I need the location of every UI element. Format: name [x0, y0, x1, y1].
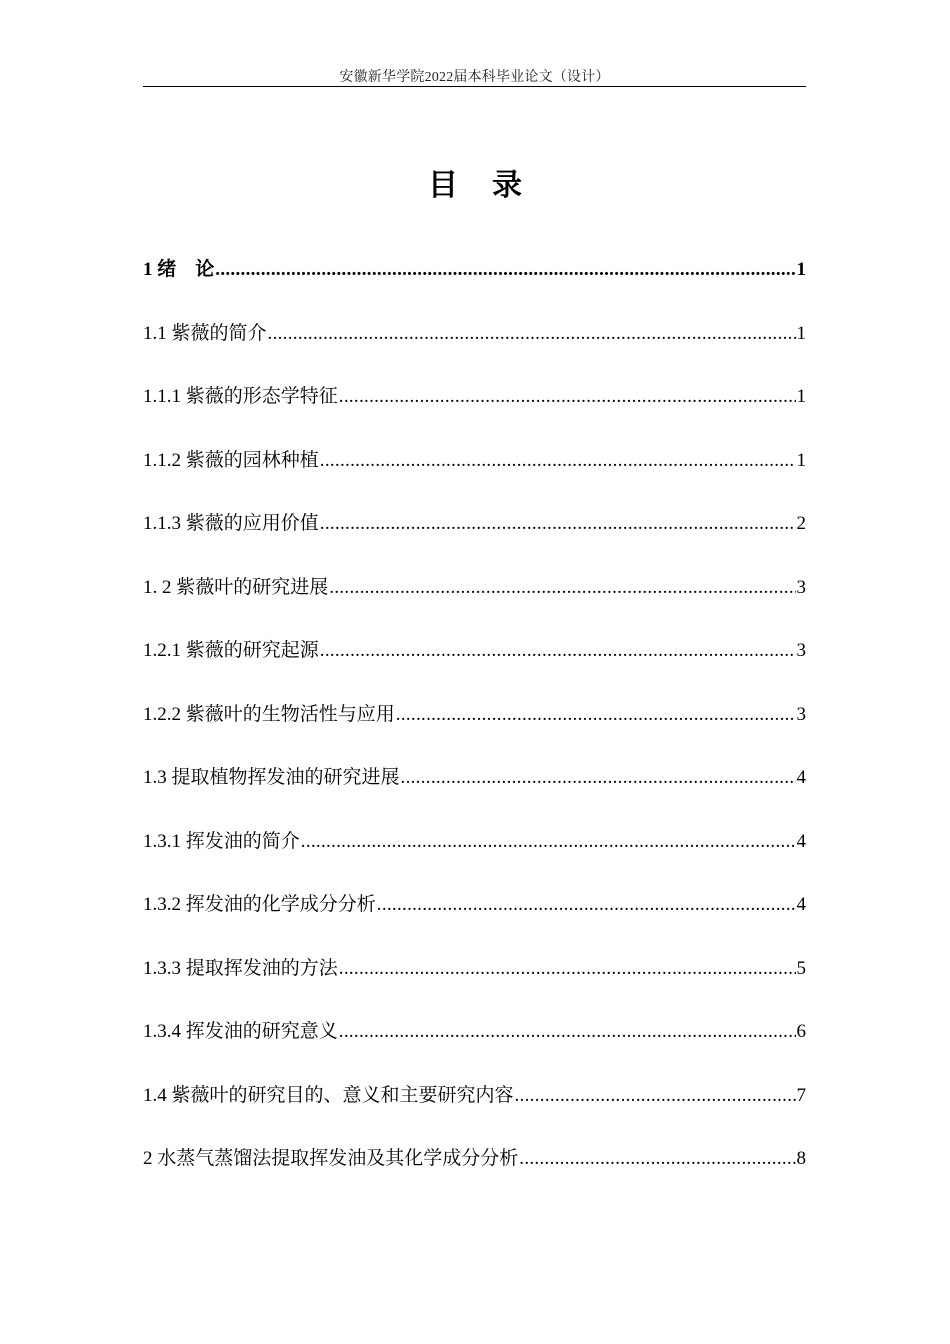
toc-entry-1-1-1[interactable] — [143, 381, 806, 445]
toc-entry-1-3[interactable] — [143, 762, 806, 826]
toc-entry-1-1[interactable] — [143, 318, 806, 382]
toc-leader-dots — [215, 259, 795, 281]
toc-leader-dots — [339, 386, 796, 408]
toc-entry-page: 3 — [796, 576, 806, 598]
toc-entry-1-3-2[interactable] — [143, 889, 806, 953]
toc-entry-label: 1.3 提取植物挥发油的研究进展 — [143, 767, 400, 788]
toc-entry-page: 3 — [796, 640, 806, 661]
page-header: 安徽新华学院2022届本科毕业论文（设计） — [339, 70, 610, 85]
toc-leader-dots — [301, 831, 796, 853]
toc-entry-page: 1 — [796, 449, 806, 471]
toc-entry-page: 4 — [796, 767, 806, 788]
toc-entry-page: 8 — [796, 1148, 806, 1169]
header-rule — [143, 86, 806, 87]
toc-leader-dots — [329, 577, 795, 599]
toc-entry-1-3-4[interactable] — [143, 1016, 806, 1080]
toc-entry-page: 4 — [796, 894, 806, 915]
toc-entry-page: 1 — [796, 386, 806, 407]
toc-title: 目录 — [428, 168, 556, 203]
toc-entry-page: 6 — [796, 1021, 806, 1042]
toc-entry-page: 2 — [796, 513, 806, 534]
toc-entry-label: 1.2.2 紫薇叶的生物活性与应用 — [143, 703, 395, 725]
toc-entry-label: 1.3.4 挥发油的研究意义 — [143, 1021, 338, 1042]
toc-entry-label: 1.1.1 紫薇的形态学特征 — [143, 386, 338, 407]
toc-entry-label: 1 绪 论 — [143, 259, 215, 280]
toc-entry-page: 4 — [796, 830, 806, 852]
toc-entry-2[interactable] — [143, 1143, 806, 1207]
toc-entry-label: 1.3.1 挥发油的简介 — [143, 830, 300, 852]
toc-entry-label: 1.2.1 紫薇的研究起源 — [143, 640, 319, 661]
toc-entry-label: 1.4 紫薇叶的研究目的、意义和主要研究内容 — [143, 1084, 514, 1106]
toc-entry-page: 7 — [796, 1084, 806, 1106]
toc-leader-dots — [320, 513, 796, 535]
toc-leader-dots — [339, 958, 796, 980]
toc-leader-dots — [339, 1021, 796, 1043]
toc-entry-label: 1.1.2 紫薇的园林种植 — [143, 449, 319, 471]
toc-entry-1[interactable] — [143, 254, 806, 318]
toc-leader-dots — [377, 894, 796, 916]
toc-entry-1-3-3[interactable] — [143, 953, 806, 1017]
toc-entry-1-1-2[interactable] — [143, 445, 806, 509]
toc-entry-1-2-1[interactable] — [143, 635, 806, 699]
toc-leader-dots — [268, 323, 796, 345]
table-of-contents — [143, 254, 806, 1207]
toc-leader-dots — [396, 704, 796, 726]
toc-leader-dots — [515, 1085, 796, 1107]
toc-entry-1-4[interactable] — [143, 1080, 806, 1144]
toc-entry-label: 1.3.3 提取挥发油的方法 — [143, 957, 338, 979]
toc-entry-1-3-1[interactable] — [143, 826, 806, 890]
toc-entry-1-1-3[interactable] — [143, 508, 806, 572]
toc-entry-page: 5 — [796, 957, 806, 979]
toc-entry-page: 1 — [796, 259, 806, 280]
toc-entry-label: 1.1 紫薇的简介 — [143, 322, 267, 344]
toc-leader-dots — [519, 1148, 795, 1170]
toc-entry-page: 3 — [796, 703, 806, 725]
toc-entry-1-2-2[interactable] — [143, 699, 806, 763]
toc-leader-dots — [320, 450, 796, 472]
toc-entry-label: 2 水蒸气蒸馏法提取挥发油及其化学成分分析 — [143, 1148, 519, 1169]
toc-entry-page: 1 — [796, 322, 806, 344]
toc-leader-dots — [401, 767, 796, 789]
toc-entry-label: 1.1.3 紫薇的应用价值 — [143, 513, 319, 534]
toc-entry-label: 1.3.2 挥发油的化学成分分析 — [143, 894, 376, 915]
toc-entry-1-2[interactable] — [143, 572, 806, 636]
toc-entry-label: 1. 2 紫薇叶的研究进展 — [143, 576, 329, 598]
toc-leader-dots — [320, 640, 796, 662]
